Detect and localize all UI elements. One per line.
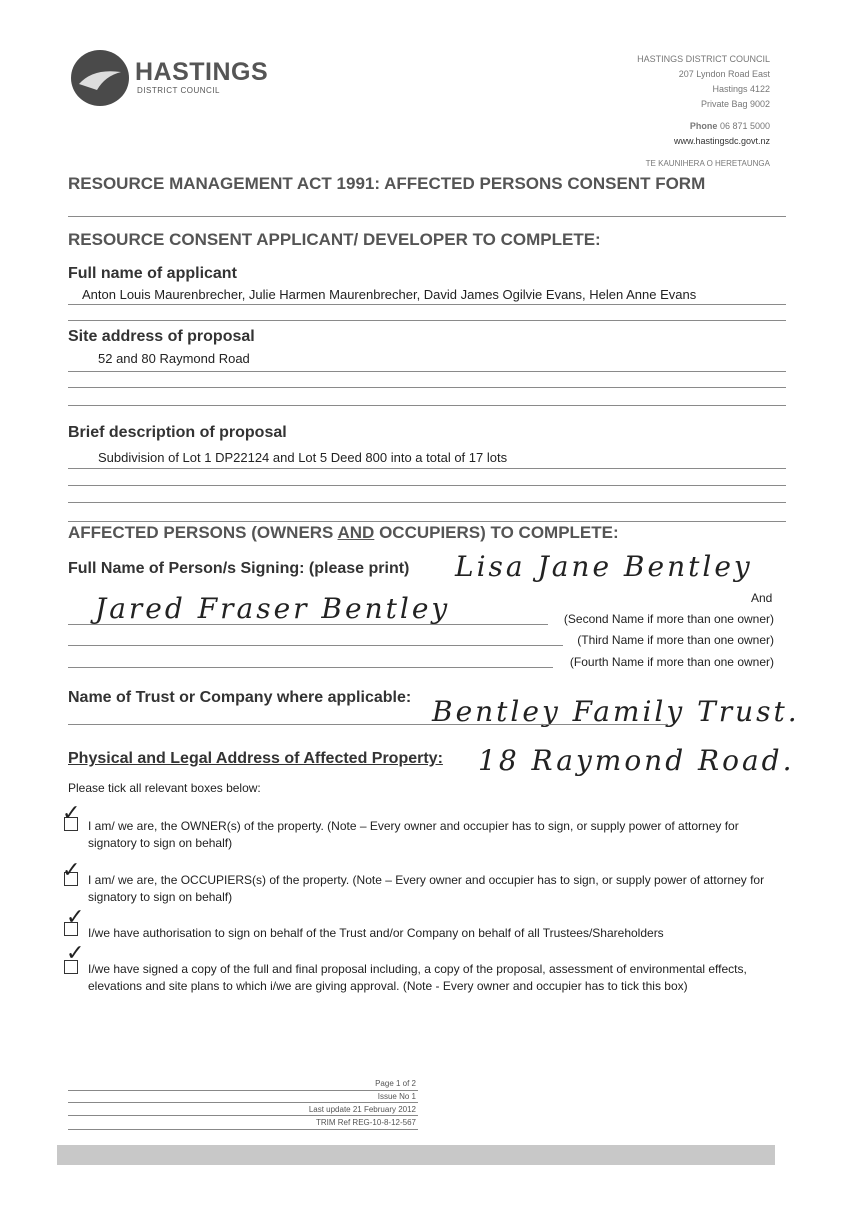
logo-subtitle: DISTRICT COUNCIL bbox=[137, 86, 220, 95]
phone-value: 06 871 5000 bbox=[719, 121, 770, 131]
council-contact bbox=[674, 119, 770, 149]
phone-label: Phone bbox=[689, 121, 718, 131]
footer-page: Page 1 of 2 bbox=[375, 1079, 416, 1088]
check-icon: ✓ bbox=[66, 941, 85, 966]
address-line3: Private Bag 9002 bbox=[700, 99, 770, 109]
property-address-label: Physical and Legal Address of Affected Property: bbox=[68, 750, 443, 767]
description-value: Subdivision of Lot 1 DP22124 and Lot 5 Deed 800 into a total of 17 lots bbox=[98, 450, 508, 465]
footer-issue: Issue No 1 bbox=[377, 1092, 416, 1101]
owner-statement: I am/ we are, the OWNER(s) of the property. (Note – Every owner and occupier has to sign, or supply power of attorney for signatory to sign on behalf) bbox=[88, 819, 739, 850]
and-underlined: AND bbox=[337, 523, 375, 542]
maori-name: TE KAUNIHERA O HERETAUNGA bbox=[645, 159, 770, 168]
trust-value: Bentley Family Trust. bbox=[432, 695, 800, 728]
applicant-label: Full name of applicant bbox=[68, 265, 237, 282]
check-icon: ✓ bbox=[62, 801, 81, 826]
check-icon: ✓ bbox=[66, 905, 85, 930]
footer-trim: TRIM Ref REG-10-8-12-567 bbox=[315, 1118, 416, 1127]
trust-label: Name of Trust or Company where applicable: bbox=[68, 689, 412, 706]
tick-instruction: Please tick all relevant boxes below: bbox=[68, 781, 261, 795]
footer-updated: Last update 21 February 2012 bbox=[308, 1105, 416, 1114]
site-label: Site address of proposal bbox=[68, 328, 255, 345]
council-logo-icon bbox=[71, 50, 129, 106]
property-address-value: 18 Raymond Road. bbox=[478, 744, 795, 777]
description-label: Brief description of proposal bbox=[68, 424, 287, 441]
fourth-name-label: (Fourth Name if more than one owner) bbox=[569, 655, 774, 669]
third-name-label: (Third Name if more than one owner) bbox=[577, 633, 774, 647]
person1-name: Lisa Jane Bentley bbox=[455, 550, 753, 583]
website: www.hastingsdc.govt.nz bbox=[673, 136, 770, 146]
address-line2: Hastings 4122 bbox=[712, 84, 770, 94]
address-line1: 207 Lyndon Road East bbox=[678, 69, 770, 79]
phone-line bbox=[674, 119, 770, 134]
form-title: RESOURCE MANAGEMENT ACT 1991: AFFECTED PERSONS CONSENT FORM bbox=[68, 174, 706, 193]
logo-name: HASTINGS bbox=[135, 58, 269, 86]
persons-label: Full Name of Person/s Signing: (please print) bbox=[68, 560, 410, 577]
proposal-copy-statement: I/we have signed a copy of the full and final proposal including, a copy of the proposal, assessment of environmental effects, elevations and site plans to which i/we are giving approval. (Note - Every owner and occupier has to tick this box) bbox=[88, 962, 747, 993]
council-address bbox=[637, 52, 770, 112]
site-value: 52 and 80 Raymond Road bbox=[98, 351, 250, 366]
footer-bar bbox=[57, 1145, 775, 1165]
person2-name: Jared Fraser Bentley bbox=[95, 592, 451, 625]
council-name: HASTINGS DISTRICT COUNCIL bbox=[637, 54, 770, 64]
occupier-statement: I am/ we are, the OCCUPIERS(s) of the property. (Note – Every owner and occupier has to sign, or supply power of attorney for signatory to sign on behalf) bbox=[88, 873, 765, 904]
applicant-value: Anton Louis Maurenbrecher, Julie Harmen Maurenbrecher, David James Ogilvie Evans, Helen Anne Evans bbox=[82, 287, 697, 302]
and-label: And bbox=[751, 591, 773, 605]
section1-heading: RESOURCE CONSENT APPLICANT/ DEVELOPER TO COMPLETE: bbox=[68, 230, 601, 249]
second-name-label: (Second Name if more than one owner) bbox=[563, 612, 774, 626]
section2-heading: AFFECTED PERSONS (OWNERS AND OCCUPIERS) TO COMPLETE: bbox=[68, 523, 619, 542]
authorisation-statement: I/we have authorisation to sign on behalf of the Trust and/or Company on behalf of all Trustees/Shareholders bbox=[88, 926, 664, 940]
check-icon: ✓ bbox=[62, 858, 81, 883]
